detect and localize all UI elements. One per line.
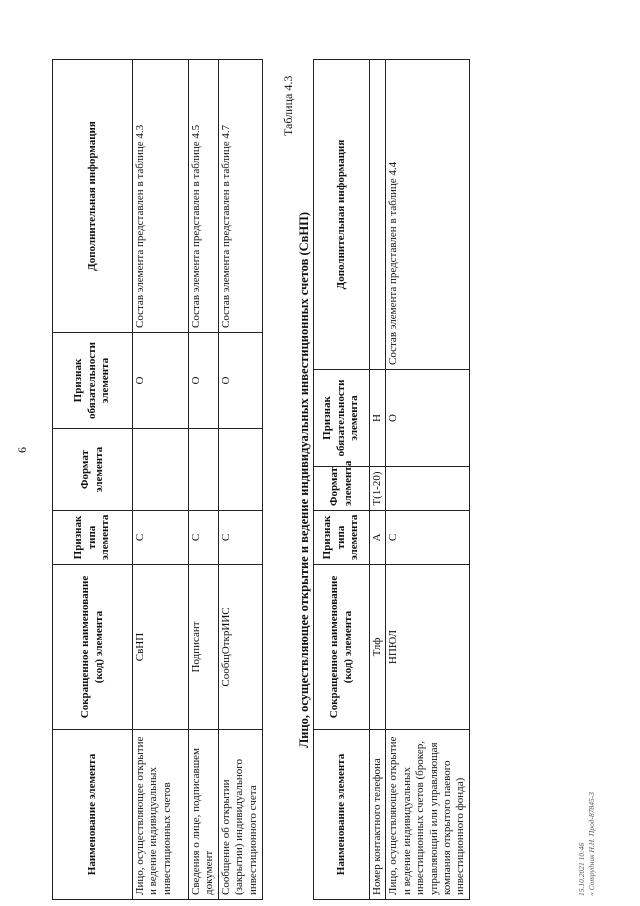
table-row: [219, 60, 263, 900]
col-header-code: Сокращенное наименование (код) элемента: [314, 565, 370, 730]
cell-name: Сообщение об открытии (закрытии) индивидуального инвестиционного счета: [219, 730, 263, 900]
table-row: [133, 60, 189, 900]
cell-type: А: [370, 511, 386, 565]
table-row: [370, 60, 386, 900]
cell-info: Состав элемента представлен в таблице 4.3: [133, 60, 189, 333]
cell-code: СообщОткрИИС: [219, 565, 263, 730]
registration-stamp: [577, 792, 597, 896]
table-label: Таблица 4.3: [281, 75, 295, 136]
col-header-required: Признак обязательности элемента: [53, 333, 133, 429]
cell-code: Тлф: [370, 565, 386, 730]
col-header-info: Дополнительная информация: [53, 60, 133, 333]
col-header-name: Наименование элемента: [314, 730, 370, 900]
cell-type: С: [189, 511, 219, 565]
col-header-required: Признак обязательности элемента: [314, 370, 370, 467]
table-title: Лицо, осуществляющее открытие и ведение индивидуальных инвестиционных счетов (СвНП): [297, 211, 311, 749]
cell-format: [386, 467, 470, 511]
elements-table: [52, 59, 263, 900]
cell-required: О: [386, 370, 470, 467]
stamp-line-clerk: « Сотрудник Н.Н. Прод-87845-3: [587, 791, 597, 896]
header-row: [53, 60, 133, 900]
col-header-format: Формат элемента: [53, 429, 133, 511]
cell-format: [133, 429, 189, 511]
svnp-table: [313, 59, 470, 900]
cell-format: [219, 429, 263, 511]
cell-required: Н: [370, 370, 386, 467]
cell-required: О: [133, 333, 189, 429]
stamp-line-date: 15.10.2021 10:46: [577, 842, 586, 896]
cell-code: НПЮЛ: [386, 565, 470, 730]
cell-name: Лицо, осуществляющее открытие и ведение индивидуальных инвестиционных счетов: [133, 730, 189, 900]
cell-info: Состав элемента представлен в таблице 4.7: [219, 60, 263, 333]
cell-code: Подписант: [189, 565, 219, 730]
col-header-code: Сокращенное наименование (код) элемента: [53, 565, 133, 730]
cell-format: T(1-20): [370, 467, 386, 511]
cell-name: Номер контактного телефона: [370, 730, 386, 900]
cell-name: Лицо, осуществляющее открытие и ведение индивидуальных инвестиционных счетов (брокер, управляющий или управляющая компания открытого паевого инвестиционного фонда): [386, 730, 470, 900]
cell-code: СвНП: [133, 565, 189, 730]
cell-format: [189, 429, 219, 511]
cell-type: С: [219, 511, 263, 565]
col-header-name: Наименование элемента: [53, 730, 133, 900]
col-header-type: Признак типа элемента: [314, 511, 370, 565]
page-number: 6: [15, 447, 29, 453]
cell-info: [370, 60, 386, 370]
cell-type: С: [133, 511, 189, 565]
table-row: [189, 60, 219, 900]
cell-required: О: [189, 333, 219, 429]
col-header-info: Дополнительная информация: [314, 60, 370, 370]
header-row: [314, 60, 370, 900]
cell-type: С: [386, 511, 470, 565]
col-header-type: Признак типа элемента: [53, 511, 133, 565]
cell-name: Сведения о лице, подписавшем документ: [189, 730, 219, 900]
cell-info: Состав элемента представлен в таблице 4.5: [189, 60, 219, 333]
table-row: [386, 60, 470, 900]
col-header-format: Формат элемента: [314, 467, 370, 511]
cell-info: Состав элемента представлен в таблице 4.4: [386, 60, 470, 370]
cell-required: О: [219, 333, 263, 429]
